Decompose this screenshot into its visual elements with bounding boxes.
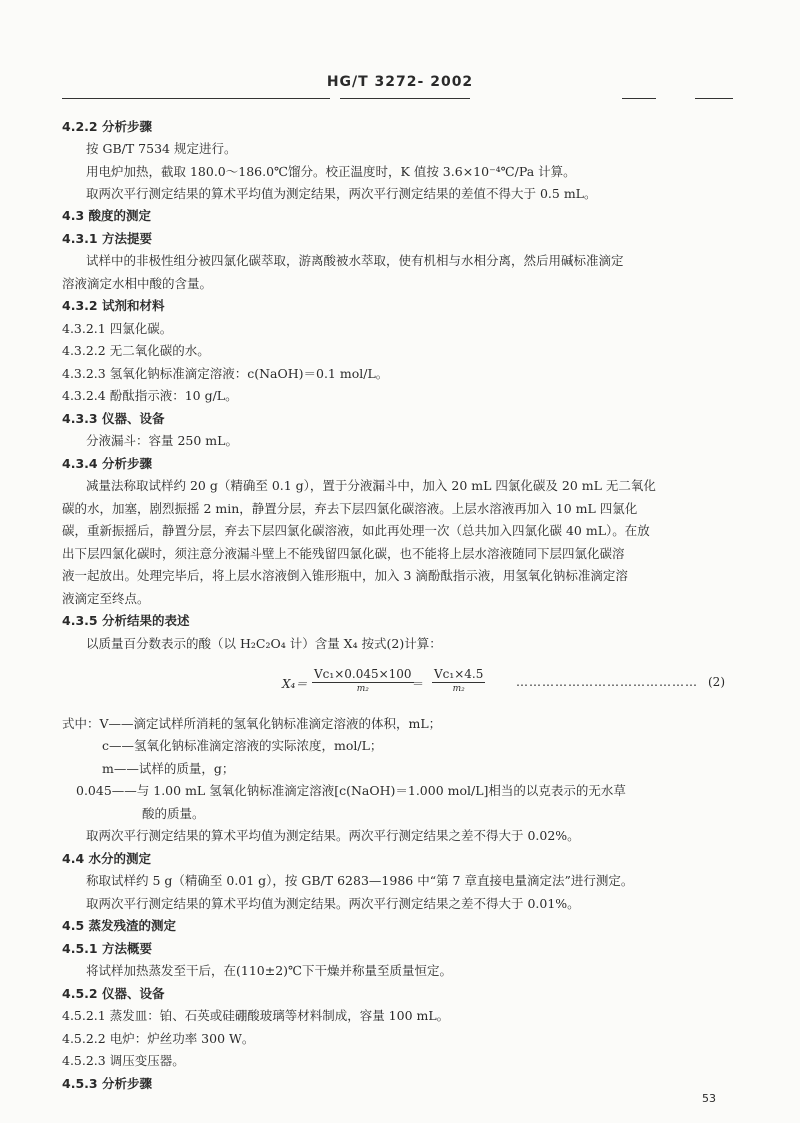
list-item: 4.3.2.4 酚酞指示液：10 g/L。 [62,388,238,403]
paragraph-line: 取两次平行测定结果的算术平均值为测定结果，两次平行测定结果的差值不得大于 0.5 mL。 [86,186,597,201]
formula-fraction-1 [312,667,414,695]
list-item: 4.5.2.2 电炉：炉丝功率 300 W。 [62,1031,255,1046]
section-heading: 4.3.1 方法提要 [62,231,152,246]
definition-line: c——氢氧化钠标准滴定溶液的实际浓度，mol/L； [102,738,383,753]
list-item: 4.3.2.3 氢氧化钠标准滴定溶液：c(NaOH)＝0.1 mol/L。 [62,366,389,381]
leader-dots: …………………………………… [516,675,698,689]
section-heading: 4.3.4 分析步骤 [62,456,152,471]
definition-line: m——试样的质量，g； [102,761,235,776]
section-heading: 4.3.2 试剂和材料 [62,298,165,313]
fraction-denominator: m₂ [356,684,369,694]
paragraph-line: 试样中的非极性组分被四氯化碳萃取，游离酸被水萃取，使有机相与水相分离，然后用碱标准滴定 [86,253,624,268]
paragraph-line: 称取试样约 5 g（精确至 0.01 g），按 GB/T 6283—1986 中“第 7 章直接电量滴定法”进行测定。 [86,873,634,888]
list-item: 4.3.2.1 四氯化碳。 [62,321,173,336]
section-heading: 4.3 酸度的测定 [62,208,151,223]
header-rule-right-2 [695,98,733,99]
section-heading: 4.2.2 分析步骤 [62,119,152,134]
section-heading: 4.5.1 方法概要 [62,941,152,956]
paragraph-line: 以质量百分数表示的酸（以 H₂C₂O₄ 计）含量 X₄ 按式(2)计算： [86,636,442,651]
paragraph-line: 液一起放出。处理完毕后，将上层水溶液倒入锥形瓶中，加入 3 滴酚酞指示液，用氢氧化钠标准滴定溶 [62,568,628,583]
paragraph-line: 分液漏斗：容量 250 mL。 [86,433,238,448]
definition-line: 0.045——与 1.00 mL 氢氧化钠标准滴定溶液[c(NaOH)＝1.000 mol/L]相当的以克表示的无水草 [76,783,626,798]
paragraph-line: 用电炉加热，截取 180.0～186.0℃馏分。校正温度时，K 值按 3.6×10⁻⁴℃/Pa 计算。 [86,164,576,179]
section-heading: 4.5.2 仪器、设备 [62,986,165,1001]
section-heading: 4.5 蒸发残渣的测定 [62,918,176,933]
formula-lhs: X₄＝ [282,677,308,691]
paragraph-line: 溶液滴定水相中酸的含量。 [62,276,213,291]
header-rule-right-1 [622,98,656,99]
paragraph-line: 减量法称取试样约 20 g（精确至 0.1 g），置于分液漏斗中，加入 20 mL 四氯化碳及 20 mL 无二氧化 [86,478,656,493]
fraction-denominator: m₂ [452,684,465,694]
paragraph-line: 将试样加热蒸发至干后，在(110±2)℃下干燥并称量至质量恒定。 [86,963,453,978]
header-rule-left [62,98,330,99]
section-heading: 4.5.3 分析步骤 [62,1076,152,1091]
formula-operator: ＝ [412,677,425,691]
formula-fraction-2 [432,667,485,695]
page-number: 53 [702,1092,716,1105]
definition-line: 酸的质量。 [142,806,205,821]
paragraph-line: 取两次平行测定结果的算术平均值为测定结果。两次平行测定结果之差不得大于 0.02%。 [86,828,580,843]
section-heading: 4.3.5 分析结果的表述 [62,613,190,628]
list-item: 4.3.2.2 无二氧化碳的水。 [62,343,210,358]
standard-code-header: HG/T 3272- 2002 [326,74,474,90]
fraction-numerator: Vc₁×4.5 [434,667,484,681]
paragraph-line: 液滴定至终点。 [62,591,150,606]
equation-2 [282,667,742,707]
paragraph-line: 出下层四氯化碳时，须注意分液漏斗壁上不能残留四氯化碳，也不能将上层水溶液随同下层四氯化碳溶 [62,546,625,561]
definition-line: 式中：V——滴定试样所消耗的氢氧化钠标准滴定溶液的体积，mL； [62,716,442,731]
paragraph-line: 碳，重新振摇后，静置分层，弃去下层四氯化碳溶液，如此再处理一次（总共加入四氯化碳 40 mL）。在放 [62,523,650,538]
paragraph-line: 取两次平行测定结果的算术平均值为测定结果。两次平行测定结果之差不得大于 0.01%。 [86,896,580,911]
paragraph-line: 碳的水，加塞，剧烈振摇 2 min，静置分层，弃去下层四氯化碳溶液。上层水溶液再加入 10 mL 四氯化 [62,501,638,516]
fraction-numerator: Vc₁×0.045×100 [314,667,412,681]
list-item: 4.5.2.3 调压变压器。 [62,1053,185,1068]
section-heading: 4.4 水分的测定 [62,851,151,866]
header-rule-mid [340,98,470,99]
equation-number: (2) [708,675,725,689]
list-item: 4.5.2.1 蒸发皿：铂、石英或硅硼酸玻璃等材料制成，容量 100 mL。 [62,1008,450,1023]
section-heading: 4.3.3 仪器、设备 [62,411,165,426]
paragraph-line: 按 GB/T 7534 规定进行。 [86,141,237,156]
